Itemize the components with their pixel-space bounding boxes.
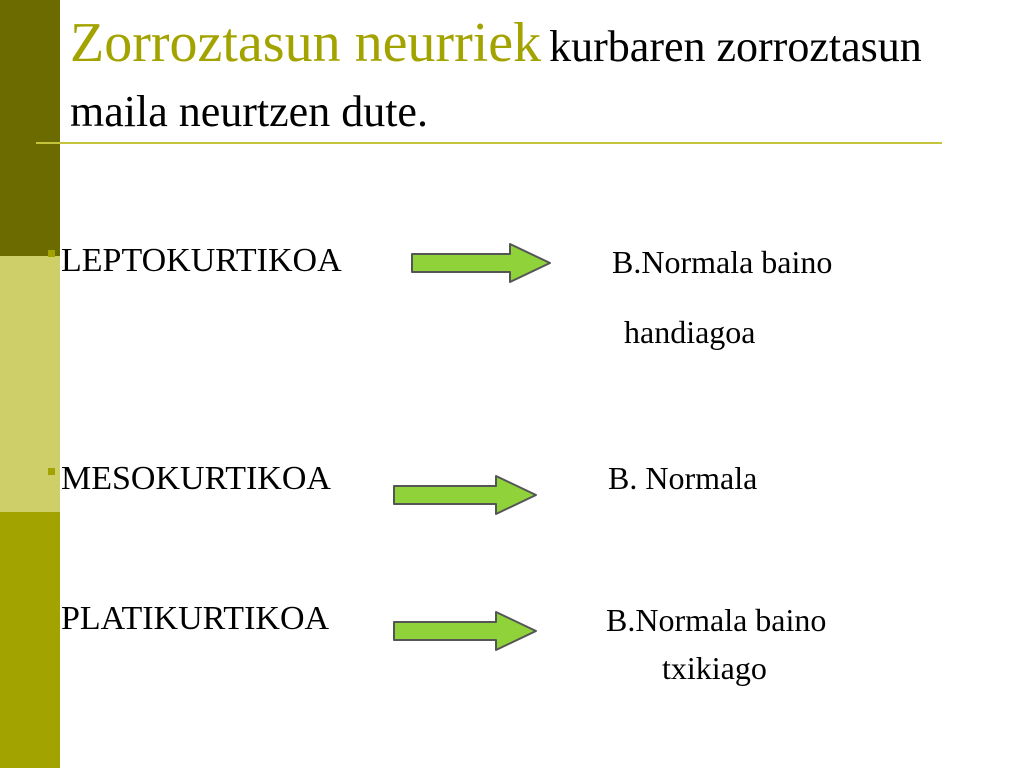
list-item-platikurtikoa [48,600,329,638]
right-arrow-icon [392,610,540,652]
square-bullet-icon [48,468,55,475]
list-item-leptokurtikoa [48,242,342,280]
left-bar-top-segment [0,0,60,256]
list-item-label: LEPTOKURTIKOA [61,242,342,279]
square-bullet-icon [48,250,55,257]
slide-title-accent: Zorroztasun neurriek [70,12,542,74]
right-arrow-icon [410,242,554,284]
result-line-2: handiagoa [624,314,756,350]
title-underline [36,142,942,144]
list-item-label: MESOKURTIKOA [61,460,331,497]
result-line-1: B.Normala baino [612,244,833,280]
slide-title-rest: kurbaren zorroztasun maila neurtzen dute. [70,22,922,136]
result-line-1: B. Normala [608,460,758,496]
list-item-label: PLATIKURTIKOA [61,600,330,637]
right-arrow-icon [392,474,540,516]
slide-title [70,12,950,146]
left-bar-bottom-segment [0,512,60,768]
result-line-1: B.Normala baino [606,602,827,638]
result-line-2: txikiago [662,650,767,686]
square-bullet-icon [48,608,55,615]
left-decorative-bar [0,0,60,768]
list-item-mesokurtikoa [48,460,331,498]
